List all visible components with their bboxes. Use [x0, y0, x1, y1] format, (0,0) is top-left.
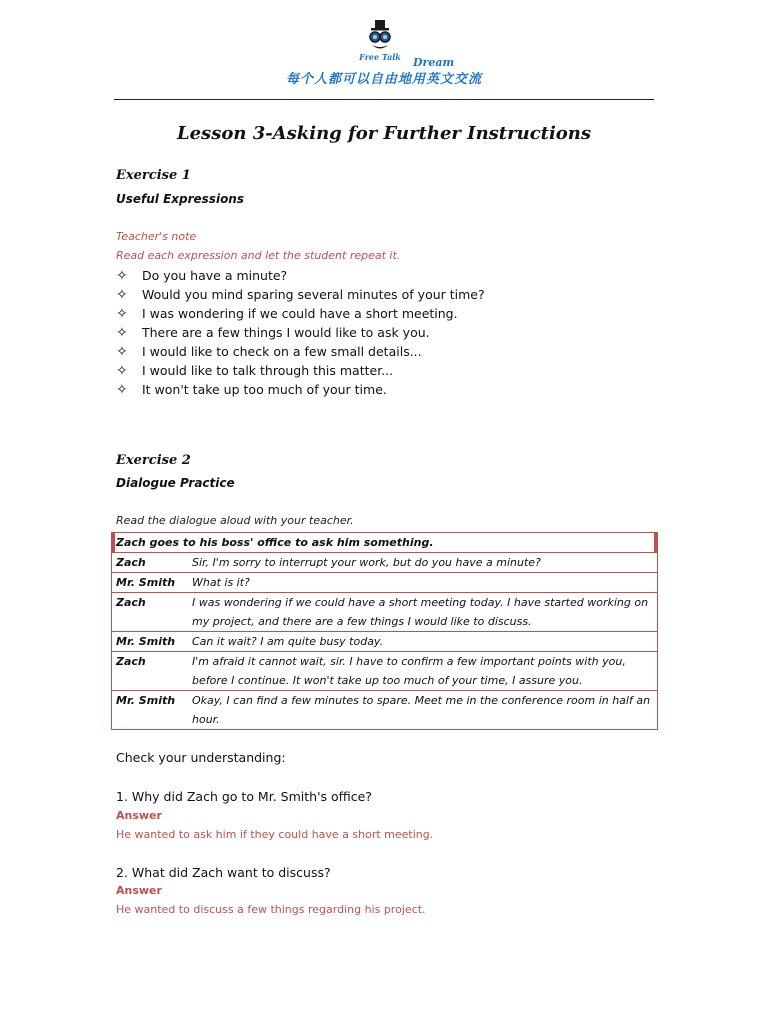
table-row — [112, 632, 657, 652]
exercise1-subheading: Useful Expressions — [116, 192, 244, 206]
dialogue-line: Okay, I can find a few minutes to spare. Meet me in the conference room in half an hour. — [192, 694, 651, 726]
dialogue-table — [111, 532, 658, 730]
table-row — [112, 593, 657, 632]
exercise2-heading: Exercise 2 — [116, 453, 191, 468]
speaker-name: Mr. Smith — [116, 694, 176, 707]
table-row — [112, 553, 657, 573]
answer-2: He wanted to discuss a few things regarding his project. — [116, 903, 426, 916]
table-row — [112, 573, 657, 593]
expression-list — [116, 266, 596, 399]
list-item: ✧ I was wondering if we could have a short meeting. — [116, 305, 458, 322]
speaker-name: Mr. Smith — [116, 576, 176, 589]
list-item: ✧ I would like to check on a few small details... — [116, 343, 422, 360]
dialogue-instruction: Read the dialogue aloud with your teacher. — [116, 514, 354, 527]
dialogue-line: I was wondering if we could have a short meeting today. I have started working on my project, and there are a few things I would like to discuss. — [192, 596, 649, 628]
list-item: ✧ Do you have a minute? — [116, 267, 288, 284]
four-pointed-star-icon: ✧ — [116, 343, 128, 360]
dialogue-line: I'm afraid it cannot wait, sir. I have to confirm a few important points with you, before I continue. It won't take up too much of your time, I assure you. — [192, 655, 626, 687]
table-row — [112, 652, 657, 691]
teacher-note: Read each expression and let the student repeat it. — [116, 249, 401, 262]
table-row — [112, 691, 657, 729]
header-divider — [114, 99, 654, 100]
four-pointed-star-icon: ✧ — [116, 362, 128, 379]
teacher-note-label: Teacher's note — [116, 230, 197, 243]
speaker-name: Zach — [116, 596, 146, 609]
list-item: ✧ Would you mind sparing several minutes of your time? — [116, 286, 485, 303]
four-pointed-star-icon: ✧ — [116, 305, 128, 322]
list-item: ✧ I would like to talk through this matter... — [116, 362, 394, 379]
lesson-title: Lesson 3-Asking for Further Instructions — [176, 123, 592, 144]
exercise2-subheading: Dialogue Practice — [116, 476, 235, 490]
check-heading: Check your understanding: — [116, 750, 286, 765]
answer-1: He wanted to ask him if they could have a short meeting. — [116, 828, 434, 841]
speaker-name: Zach — [116, 655, 146, 668]
logo-brand-text: Free Talk — [359, 52, 401, 62]
question-1: 1. Why did Zach go to Mr. Smith's office? — [116, 789, 372, 804]
question-2: 2. What did Zach want to discuss? — [116, 865, 331, 880]
logo-icon — [350, 18, 410, 64]
logo-dream-text: Dream — [413, 56, 455, 69]
speaker-name: Mr. Smith — [116, 635, 176, 648]
four-pointed-star-icon: ✧ — [116, 381, 128, 398]
dialogue-line: What is it? — [192, 576, 250, 589]
dialogue-line: Can it wait? I am quite busy today. — [192, 635, 384, 648]
logo-slogan: 每个人都可以自由地用英文交流 — [285, 72, 482, 87]
speaker-name: Zach — [116, 556, 146, 569]
dialogue-scene: Zach goes to his boss' office to ask him something. — [112, 533, 657, 553]
four-pointed-star-icon: ✧ — [116, 267, 128, 284]
four-pointed-star-icon: ✧ — [116, 286, 128, 303]
list-item: ✧ There are a few things I would like to ask you. — [116, 324, 430, 341]
four-pointed-star-icon: ✧ — [116, 324, 128, 341]
list-item: ✧ It won't take up too much of your time. — [116, 381, 387, 398]
answer-label-2: Answer — [116, 884, 162, 897]
answer-label-1: Answer — [116, 809, 162, 822]
dialogue-line: Sir, I'm sorry to interrupt your work, but do you have a minute? — [192, 556, 541, 569]
exercise1-heading: Exercise 1 — [116, 168, 191, 183]
